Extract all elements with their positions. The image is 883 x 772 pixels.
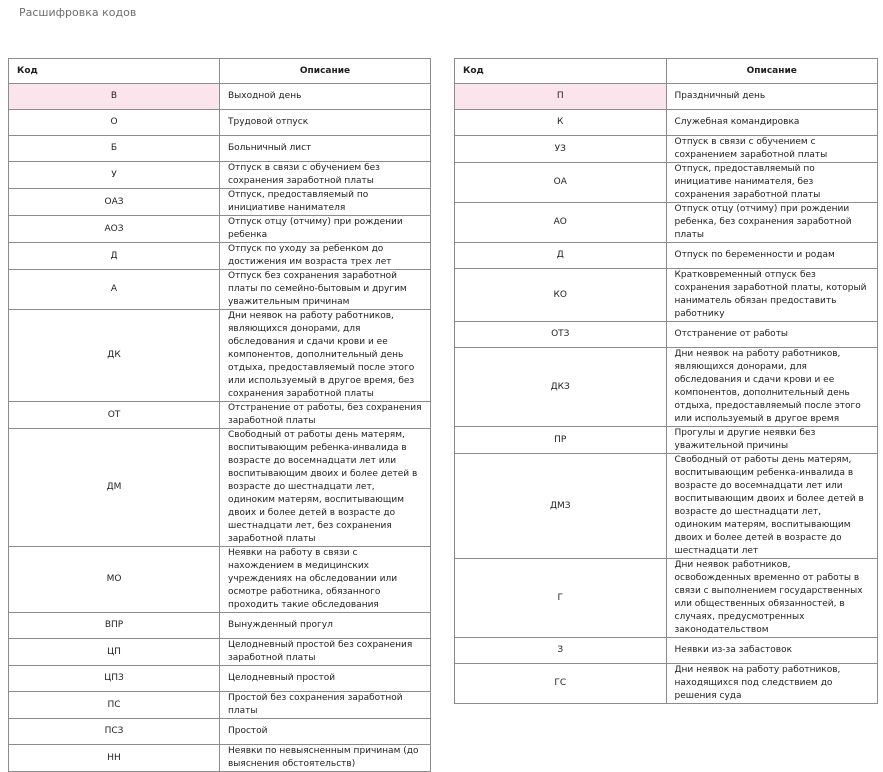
description-cell: Простой без сохранения заработной платы <box>220 692 431 719</box>
code-cell: Б <box>9 136 220 162</box>
code-cell: НН <box>9 745 220 772</box>
description-cell: Отстранение от работы, без сохранения заработной платы <box>220 402 431 429</box>
table-row <box>455 110 878 136</box>
code-cell: АОЗ <box>9 216 220 243</box>
code-cell: АО <box>455 203 667 243</box>
codes-table-left-body <box>9 84 431 772</box>
table-row <box>455 136 878 163</box>
description-cell: Прогулы и другие неявки без уважительной причины <box>666 427 878 454</box>
table-row <box>455 638 878 664</box>
code-cell: А <box>9 270 220 310</box>
description-cell: Отпуск по уходу за ребенком до достижения им возраста трех лет <box>220 243 431 270</box>
page-title: Расшифровка кодов <box>19 6 137 19</box>
table-row <box>9 270 431 310</box>
description-cell: Отпуск в связи с обучением с сохранением заработной платы <box>666 136 878 163</box>
table-header-row <box>455 59 878 84</box>
table-row <box>9 216 431 243</box>
code-cell: У <box>9 162 220 189</box>
codes-table-left <box>8 58 431 772</box>
table-row <box>9 613 431 639</box>
description-cell: Праздничный день <box>666 84 878 110</box>
code-cell: ОАЗ <box>9 189 220 216</box>
code-cell: ОТ <box>9 402 220 429</box>
table-row <box>455 84 878 110</box>
column-header-description: Описание <box>666 59 878 84</box>
code-cell: ДК <box>9 310 220 402</box>
description-cell: Отпуск отцу (отчиму) при рождении ребенка <box>220 216 431 243</box>
table-row <box>9 666 431 692</box>
description-cell: Неявки из-за забастовок <box>666 638 878 664</box>
code-cell: КО <box>455 269 667 322</box>
description-cell: Дни неявок на работу работников, находящихся под следствием до решения суда <box>666 664 878 704</box>
code-cell: ОА <box>455 163 667 203</box>
code-cell: ДМЗ <box>455 454 667 559</box>
description-cell: Отпуск без сохранения заработной платы по семейно-бытовым и другим уважительным причинам <box>220 270 431 310</box>
code-cell: УЗ <box>455 136 667 163</box>
code-cell: ДКЗ <box>455 348 667 427</box>
table-row <box>9 310 431 402</box>
table-row <box>9 243 431 270</box>
description-cell: Отпуск, предоставляемый по инициативе нанимателя, без сохранения заработной платы <box>666 163 878 203</box>
table-row <box>455 559 878 638</box>
description-cell: Кратковременный отпуск без сохранения заработной платы, который наниматель обязан предоставить работнику <box>666 269 878 322</box>
code-cell: Г <box>455 559 667 638</box>
codes-table-right <box>454 58 878 704</box>
table-row <box>9 429 431 547</box>
table-row <box>455 163 878 203</box>
description-cell: Отпуск отцу (отчиму) при рождении ребенка, без сохранения заработной платы <box>666 203 878 243</box>
table-row <box>9 745 431 772</box>
table-row <box>9 110 431 136</box>
code-cell: ПС <box>9 692 220 719</box>
description-cell: Больничный лист <box>220 136 431 162</box>
description-cell: Простой <box>220 719 431 745</box>
table-row <box>455 427 878 454</box>
table-row <box>455 322 878 348</box>
description-cell: Неявки по невыясненным причинам (до выяснения обстоятельств) <box>220 745 431 772</box>
table-row <box>455 348 878 427</box>
description-cell: Выходной день <box>220 84 431 110</box>
code-cell: МО <box>9 547 220 613</box>
description-cell: Свободный от работы день матерям, воспитывающим ребенка-инвалида в возрасте до восемнадцати лет или воспитывающим двоих и более детей в возрасте до шестнадцати лет, одиноким матерям, воспитывающим двоих и более детей в возрасте до шестнадцати лет, без сохранения заработной платы <box>220 429 431 547</box>
table-row <box>455 269 878 322</box>
code-cell: Д <box>9 243 220 270</box>
description-cell: Отпуск по беременности и родам <box>666 243 878 269</box>
column-header-code: Код <box>9 59 220 84</box>
code-cell: ОТЗ <box>455 322 667 348</box>
table-row <box>455 203 878 243</box>
description-cell: Дни неявок на работу работников, являющихся донорами, для обследования и сдачи крови и ее компонентов, дополнительный день отдыха, предоставляемый после этого или используемый в другое время <box>666 348 878 427</box>
description-cell: Свободный от работы день матерям, воспитывающим ребенка-инвалида в возрасте до восемнадцати лет или воспитывающим двоих и более детей в возрасте до шестнадцати лет, одиноким матерям, воспитывающим двоих и более детей в возрасте до шестнадцати лет <box>666 454 878 559</box>
description-cell: Целодневный простой <box>220 666 431 692</box>
table-row <box>9 84 431 110</box>
table-row <box>9 719 431 745</box>
description-cell: Дни неявок на работу работников, являющихся донорами, для обследования и сдачи крови и ее компонентов, дополнительный день отдыха, предоставляемый после этого или используемый в другое время, без сохранения заработной платы <box>220 310 431 402</box>
code-cell: ПСЗ <box>9 719 220 745</box>
description-cell: Вынужденный прогул <box>220 613 431 639</box>
table-row <box>9 639 431 666</box>
description-cell: Отпуск, предоставляемый по инициативе нанимателя <box>220 189 431 216</box>
description-cell: Отстранение от работы <box>666 322 878 348</box>
column-header-code: Код <box>455 59 667 84</box>
code-cell: Д <box>455 243 667 269</box>
description-cell: Служебная командировка <box>666 110 878 136</box>
column-header-description: Описание <box>220 59 431 84</box>
code-cell: К <box>455 110 667 136</box>
table-row <box>9 189 431 216</box>
description-cell: Дни неявок работников, освобожденных временно от работы в связи с выполнением государственных или общественных обязанностей, в случаях, предусмотренных законодательством <box>666 559 878 638</box>
code-cell: В <box>9 84 220 110</box>
code-cell: ЦП <box>9 639 220 666</box>
code-cell: ВПР <box>9 613 220 639</box>
table-row <box>9 402 431 429</box>
code-cell: ЦПЗ <box>9 666 220 692</box>
description-cell: Трудовой отпуск <box>220 110 431 136</box>
table-row <box>9 136 431 162</box>
description-cell: Неявки на работу в связи с нахождением в медицинских учреждениях на обследовании или осмотре работника, обязанного проходить такие обследования <box>220 547 431 613</box>
code-cell: О <box>9 110 220 136</box>
code-cell: ПР <box>455 427 667 454</box>
code-cell: ДМ <box>9 429 220 547</box>
table-row <box>455 664 878 704</box>
table-row <box>9 692 431 719</box>
code-cell: З <box>455 638 667 664</box>
description-cell: Отпуск в связи с обучением без сохранения заработной платы <box>220 162 431 189</box>
codes-table-right-body <box>455 84 878 704</box>
table-row <box>455 454 878 559</box>
table-row <box>9 547 431 613</box>
table-row <box>455 243 878 269</box>
code-cell: ГС <box>455 664 667 704</box>
table-header-row <box>9 59 431 84</box>
description-cell: Целодневный простой без сохранения заработной платы <box>220 639 431 666</box>
code-cell: П <box>455 84 667 110</box>
table-row <box>9 162 431 189</box>
